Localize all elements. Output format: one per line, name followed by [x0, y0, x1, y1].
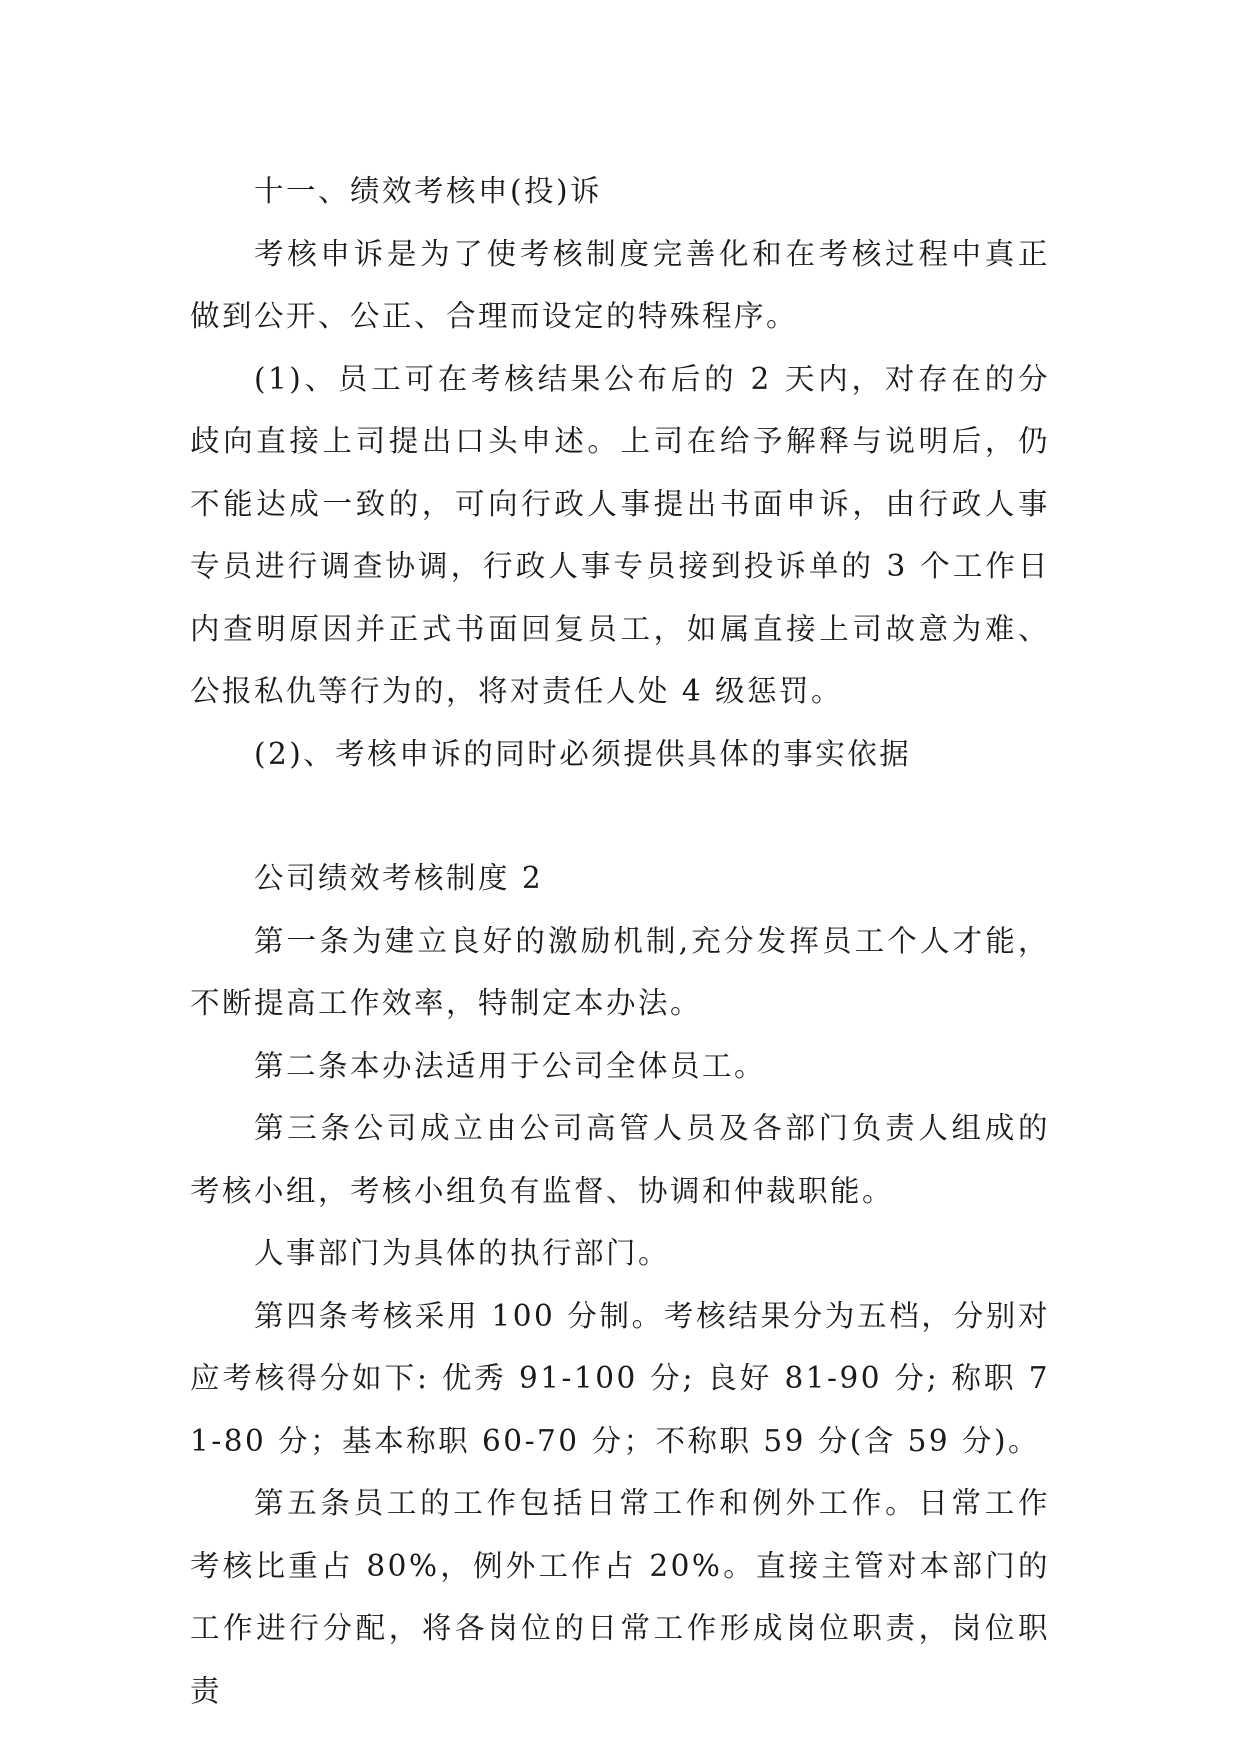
paragraph-hr-department: 人事部门为具体的执行部门。 [254, 1236, 671, 1270]
section-spacer [190, 785, 1050, 847]
paragraph-article-5: 第五条员工的工作包括日常工作和例外工作。日常工作考核比重占 80%，例外工作占 20%。直接主管对本部门的工作进行分配，将各岗位的日常工作形成岗位职责，岗位职责 [190, 1486, 1050, 1708]
section-heading-appeal: 十一、绩效考核申(投)诉 [254, 174, 603, 208]
paragraph-appeal-purpose: 考核申诉是为了使考核制度完善化和在考核过程中真正做到公开、公正、合理而设定的特殊程序。 [190, 236, 1050, 333]
section-heading-system-2: 公司绩效考核制度 2 [254, 861, 544, 895]
paragraph-article-4: 第四条考核采用 100 分制。考核结果分为五档，分别对应考核得分如下: 优秀 91-100 分; 良好 81-90 分; 称职 71-80 分；基本称职 60-70 分；不称职 59 分(含 59 分)。 [190, 1298, 1050, 1458]
document-body [190, 160, 1050, 1722]
paragraph-article-3: 第三条公司成立由公司高管人员及各部门负责人组成的考核小组，考核小组负有监督、协调和仲裁职能。 [190, 1111, 1050, 1208]
paragraph-article-1: 第一条为建立良好的激励机制,充分发挥员工个人才能，不断提高工作效率，特制定本办法。 [190, 923, 1050, 1020]
paragraph-article-2: 第二条本办法适用于公司全体员工。 [254, 1048, 767, 1083]
paragraph-appeal-clause-2: (2)、考核申诉的同时必须提供具体的事实依据 [254, 736, 912, 771]
paragraph-appeal-clause-1: (1)、员工可在考核结果公布后的 2 天内，对存在的分歧向直接上司提出口头申述。上司在给予解释与说明后，仍不能达成一致的，可向行政人事提出书面申诉，由行政人事专员进行调查协调，行政人事专员接到投诉单的 3 个工作日内查明原因并正式书面回复员工，如属直接上司故意为难、公报私仇等行为的，将对责任人处 4 级惩罚。 [190, 361, 1050, 708]
